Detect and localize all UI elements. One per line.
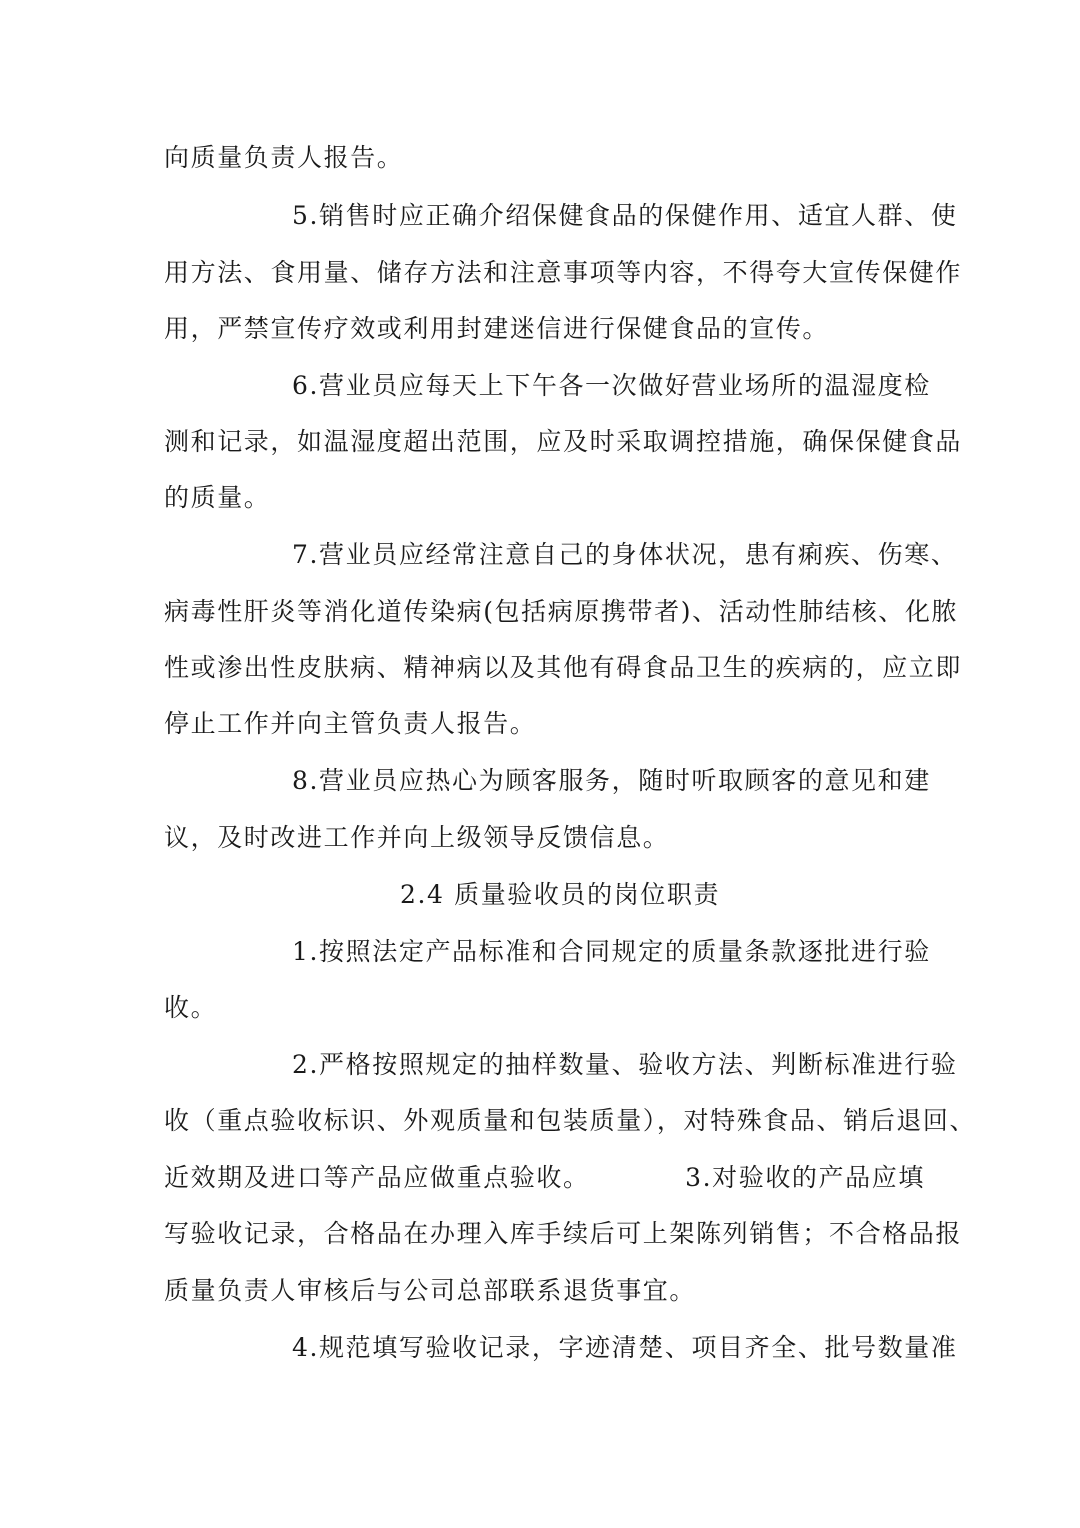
text-line: 测和记录，如温湿度超出范围，应及时采取调控措施，确保保健食品 xyxy=(164,427,963,456)
text-line: 质量负责人审核后与公司总部联系退货事宜。 xyxy=(164,1276,697,1305)
text-line-item-8: 8.营业员应热心为顾客服务，随时听取顾客的意见和建 xyxy=(292,766,931,795)
text-line: 收（重点验收标识、外观质量和包装质量），对特殊食品、销后退回、 xyxy=(164,1106,977,1135)
text-line: 性或渗出性皮肤病、精神病以及其他有碍食品卫生的疾病的，应立即 xyxy=(164,653,963,682)
text-line-item-2: 2.严格按照规定的抽样数量、验收方法、判断标准进行验 xyxy=(292,1050,958,1079)
text-line: 病毒性肝炎等消化道传染病(包括病原携带者)、活动性肺结核、化脓 xyxy=(164,597,959,626)
section-heading: 2.4 质量验收员的岗位职责 xyxy=(400,880,721,909)
text-line-item-7: 7.营业员应经常注意自己的身体状况，患有痢疾、伤寒、 xyxy=(292,540,958,569)
text-line-item-3: 近效期及进口等产品应做重点验收。 3.对验收的产品应填 xyxy=(164,1163,925,1192)
text-line: 议，及时改进工作并向上级领导反馈信息。 xyxy=(164,823,670,852)
text-line-item-5: 5.销售时应正确介绍保健食品的保健作用、适宜人群、使 xyxy=(292,201,958,230)
text-line: 的质量。 xyxy=(164,483,271,512)
text-line: 向质量负责人报告。 xyxy=(164,143,404,172)
text-line: 用方法、食用量、储存方法和注意事项等内容，不得夸大宣传保健作 xyxy=(164,258,963,287)
text-line-item-1: 1.按照法定产品标准和合同规定的质量条款逐批进行验 xyxy=(292,937,931,966)
text-line-item-6: 6.营业员应每天上下午各一次做好营业场所的温湿度检 xyxy=(292,371,931,400)
text-line: 停止工作并向主管负责人报告。 xyxy=(164,709,537,738)
text-line-item-4: 4.规范填写验收记录，字迹清楚、项目齐全、批号数量准 xyxy=(292,1333,958,1362)
text-line: 用，严禁宣传疗效或利用封建迷信进行保健食品的宣传。 xyxy=(164,314,830,343)
text-line: 写验收记录，合格品在办理入库手续后可上架陈列销售；不合格品报 xyxy=(164,1219,963,1248)
text-line: 收。 xyxy=(164,993,218,1022)
